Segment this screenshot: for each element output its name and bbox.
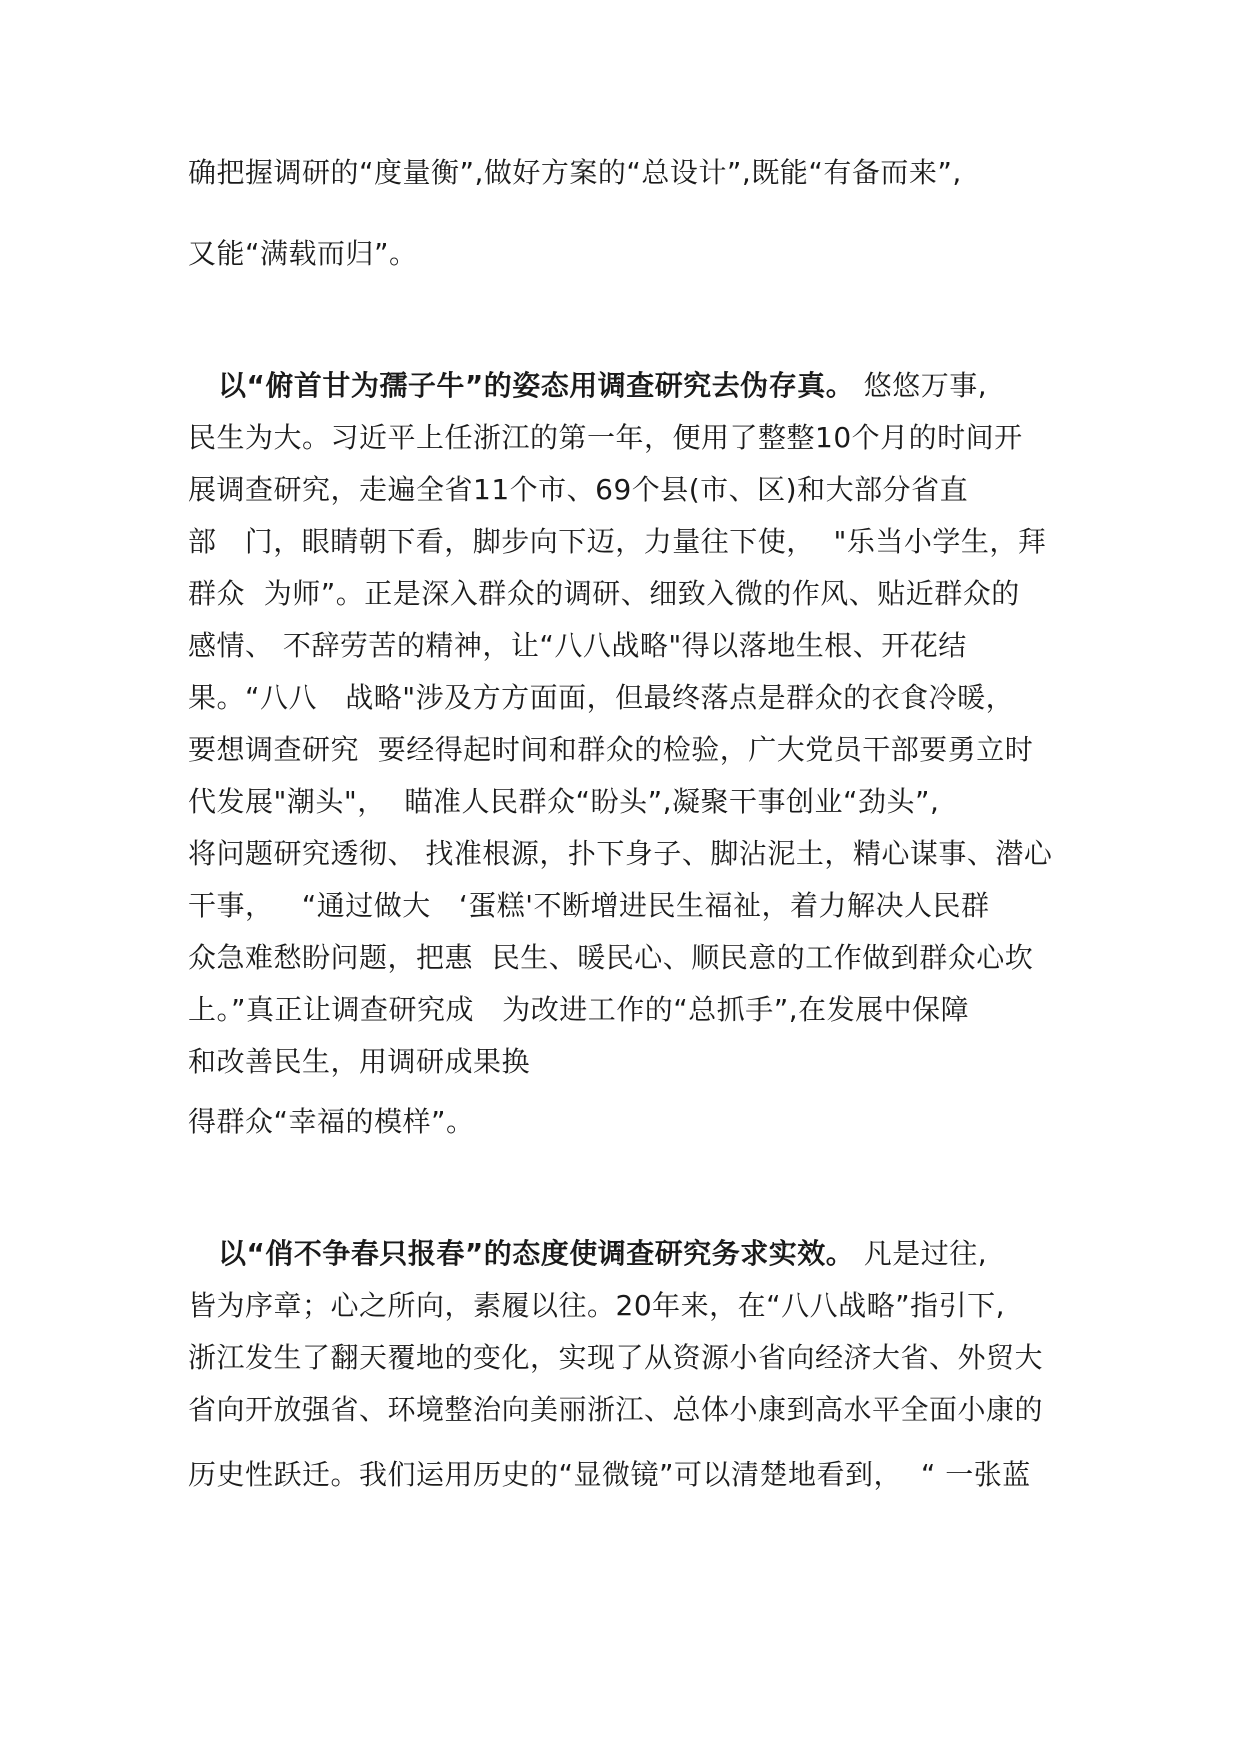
section2-lead-heading: 以“俏不争春只报春”的态度使调查研究务求实效。 bbox=[218, 1237, 855, 1270]
section1-line: 众急难愁盼问题，把惠 民生、暖民心、顺民意的工作做到群众心坎 bbox=[188, 941, 1034, 974]
section2-line: 省向开放强省、环境整治向美丽浙江、总体小康到高水平全面小康的 bbox=[188, 1393, 1044, 1426]
section1-line: 将问题研究透彻、 找准根源，扑下身子、脚沾泥土，精心谋事、潜心 bbox=[188, 837, 1053, 870]
section1-line: 民生为大。习近平上任浙江的第一年，便用了整整10个月的时间开 bbox=[188, 421, 1023, 454]
section1-line: 部 门，眼睛朝下看，脚步向下迈，力量往下使， "乐当小学生，拜 bbox=[188, 525, 1047, 558]
section2-first-line-rest: 凡是过往, bbox=[854, 1237, 988, 1270]
section2-first-line bbox=[218, 1234, 987, 1274]
section2-line: 浙江发生了翻天覆地的变化，实现了从资源小省向经济大省、外贸大 bbox=[188, 1341, 1044, 1374]
section1-first-line-rest: 悠悠万事, bbox=[854, 369, 988, 402]
section1-line: 要想调查研究 要经得起时间和群众的检验，广大党员干部要勇立时 bbox=[188, 733, 1034, 766]
intro-line-1: 确把握调研的“度量衡”,做好方案的“总设计”,既能“有备而来”, bbox=[188, 156, 962, 189]
section1-line: 代发展"潮头"， 瞄准人民群众“盼头”,凝聚干事创业“劲头”, bbox=[188, 785, 940, 818]
section1-line: 展调查研究，走遍全省11个市、69个县(市、区)和大部分省直 bbox=[188, 473, 969, 506]
section1-line: 感情、 不辞劳苦的精神，让“八八战略"得以落地生根、开花结 bbox=[188, 629, 967, 662]
section1-first-line bbox=[218, 366, 987, 406]
section2-line: 皆为序章；心之所向，素履以往。20年来，在“八八战略”指引下, bbox=[188, 1289, 1006, 1322]
intro-line-2: 又能“满载而归”。 bbox=[188, 237, 418, 270]
section1-line: 果。“八八 战略"涉及方方面面，但最终落点是群众的衣食冷暖， bbox=[188, 681, 1015, 714]
section1-line: 干事， “通过做大 ‘蛋糕'不断增进民生福祉，着力解决人民群 bbox=[188, 889, 990, 922]
section1-line: 群众 为师”。正是深入群众的调研、细致入微的作风、贴近群众的 bbox=[188, 577, 1020, 610]
section2-line: 历史性跃迁。我们运用历史的“显微镜”可以清楚地看到， “ 一张蓝 bbox=[188, 1458, 1031, 1491]
section1-line: 上。”真正让调查研究成 为改进工作的“总抓手”,在发展中保障 bbox=[188, 993, 970, 1026]
section1-line: 得群众“幸福的模样”。 bbox=[188, 1105, 475, 1138]
section1-line: 和改善民生，用调研成果换 bbox=[188, 1045, 531, 1078]
section1-lead-heading: 以“俯首甘为孺子牛”的姿态用调查研究去伪存真。 bbox=[218, 369, 855, 402]
